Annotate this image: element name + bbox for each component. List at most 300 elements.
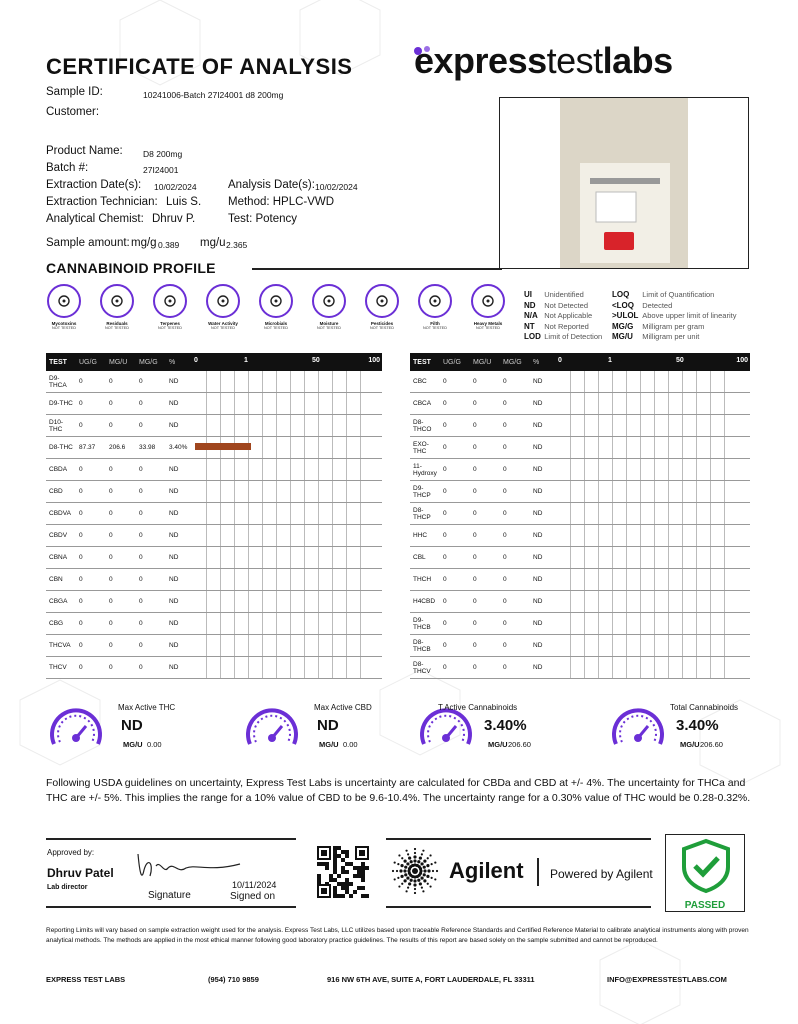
table-row xyxy=(410,569,750,591)
pct-value: ND xyxy=(166,547,192,569)
agilent-top-line xyxy=(386,838,651,840)
analyte-name: D9-THCA xyxy=(46,371,76,393)
analyte-name: CBDVA xyxy=(46,503,76,525)
mgu-value: 0 xyxy=(470,437,500,459)
approval-top-line xyxy=(46,838,296,840)
test-status: NOT TESTED xyxy=(211,326,235,330)
footer-email[interactable]: INFO@EXPRESSTESTLABS.COM xyxy=(607,975,727,984)
filth-icon xyxy=(418,284,452,318)
table-row xyxy=(46,503,382,525)
test-moisture xyxy=(309,284,349,330)
gauge-unit-label: MG/U xyxy=(488,740,508,749)
product-photo xyxy=(499,97,749,269)
col-mgg: MG/G xyxy=(136,353,166,371)
mgu-value: 0 xyxy=(470,547,500,569)
pct-value: ND xyxy=(530,525,556,547)
table-row xyxy=(46,415,382,437)
mgg-value: 0 xyxy=(136,415,166,437)
flask-icon xyxy=(100,284,134,318)
mgg-value: 0 xyxy=(500,415,530,437)
mgg-value: 0 xyxy=(500,393,530,415)
mgg-value: 0 xyxy=(136,525,166,547)
mg-u-value: 2.365 xyxy=(226,240,248,250)
mgu-value: 0 xyxy=(106,569,136,591)
analyte-name: EXO-THC xyxy=(410,437,440,459)
mgg-value: 0 xyxy=(136,657,166,679)
gauge-unit-value: 206.60 xyxy=(508,740,531,749)
bar-cell xyxy=(192,481,382,502)
test-name: Filth xyxy=(430,321,440,326)
test-pesticides xyxy=(362,284,402,330)
mgg-value: 0 xyxy=(136,393,166,415)
pct-value: ND xyxy=(530,437,556,459)
mgu-value: 0 xyxy=(470,613,500,635)
product-package-icon xyxy=(500,98,749,269)
analysis-date: 10/02/2024 xyxy=(315,182,358,192)
legend-text: Unidentified xyxy=(544,290,584,299)
pct-value: ND xyxy=(530,371,556,393)
gauge-title: Max Active THC xyxy=(118,703,176,712)
legend-text: Limit of Quantification xyxy=(642,290,715,299)
mgu-value: 0 xyxy=(470,635,500,657)
bar-cell xyxy=(556,459,750,480)
bar-cell xyxy=(192,503,382,524)
agilent-divider xyxy=(537,858,539,886)
mgg-value: 0 xyxy=(136,591,166,613)
logo: expresstestlabs xyxy=(414,40,673,81)
table-row xyxy=(46,481,382,503)
ug-value: 0 xyxy=(440,591,470,613)
legend-item xyxy=(524,290,602,301)
ug-value: 0 xyxy=(440,503,470,525)
table-row xyxy=(46,657,382,679)
table-row xyxy=(410,525,750,547)
ug-value: 0 xyxy=(76,415,106,437)
mgg-value: 0 xyxy=(136,481,166,503)
table-row xyxy=(410,591,750,613)
table-row xyxy=(46,547,382,569)
test-name: Terpenes xyxy=(160,321,180,326)
analyte-name: D8-THCP xyxy=(410,503,440,525)
bar-cell xyxy=(192,371,382,392)
gauge-unit-value: 0.00 xyxy=(343,740,358,749)
legend-abbr: >ULOL xyxy=(612,311,639,320)
extraction-tech: Luis S. xyxy=(166,196,202,208)
col-ug: UG/G xyxy=(76,353,106,371)
table-row xyxy=(410,503,750,525)
col-test: TEST xyxy=(410,353,440,371)
test-name: Mycotoxins xyxy=(51,321,77,326)
mgu-value: 0 xyxy=(470,657,500,679)
mgg-value: 0 xyxy=(500,657,530,679)
pct-value: ND xyxy=(166,635,192,657)
bar-cell xyxy=(556,437,750,458)
ug-value: 0 xyxy=(76,569,106,591)
product-name-label: Product Name: xyxy=(46,145,123,157)
gauge-3 xyxy=(416,698,531,757)
mgg-value: 0 xyxy=(136,371,166,393)
left-results-table xyxy=(46,353,382,679)
mgu-value: 0 xyxy=(470,415,500,437)
gauge-title: T.Active Cannabinoids xyxy=(438,703,518,712)
pct-value: ND xyxy=(530,415,556,437)
ug-value: 0 xyxy=(76,525,106,547)
col-mgu: MG/U xyxy=(470,353,500,371)
legend-abbr: LOQ xyxy=(612,290,630,299)
mgg-value: 0 xyxy=(500,481,530,503)
legend-text: Milligram per unit xyxy=(642,332,700,341)
approval-bottom-line xyxy=(46,906,296,908)
ug-value: 0 xyxy=(440,393,470,415)
gauge-icon xyxy=(46,698,106,752)
ug-value: 0 xyxy=(76,657,106,679)
scale-1: 1 xyxy=(244,357,248,364)
test-filth xyxy=(415,284,455,330)
pct-value: ND xyxy=(166,591,192,613)
scale-0: 0 xyxy=(194,357,198,364)
chemist: Dhruv P. xyxy=(152,213,196,225)
analyte-name: D8-THCO xyxy=(410,415,440,437)
pct-value: ND xyxy=(166,525,192,547)
sample-id-label: Sample ID: xyxy=(46,86,103,98)
col-scale xyxy=(556,353,750,371)
test-status: NOT TESTED xyxy=(105,326,129,330)
gauge-2 xyxy=(242,698,372,757)
table-row xyxy=(410,459,750,481)
powered-by: Powered by Agilent xyxy=(550,867,653,881)
bar-cell xyxy=(192,437,382,458)
legend-abbr: ND xyxy=(524,300,536,310)
uncertainty-note: Following USDA guidelines on uncertainty, Express Test Labs is uncertainty are calculated for CBDa and CBD at +/- 4%. The uncertainty for THCa and THC are +/- 5%. This implies the range for a 10% value of CBD to be 9.6-10.4%. The uncertainty range for a 0.30% value of THC would be 0.28-0.32%. xyxy=(46,777,751,805)
bar-cell xyxy=(556,613,750,634)
legend-abbr: MG/G xyxy=(612,321,634,331)
table-row xyxy=(410,657,750,679)
mgu-value: 0 xyxy=(106,635,136,657)
legend-text: Not Reported xyxy=(544,321,589,331)
signed-date: 10/11/2024 xyxy=(232,880,277,890)
analyte-name: THCVA xyxy=(46,635,76,657)
bar-cell xyxy=(556,635,750,656)
test-heavy-metals xyxy=(468,284,508,330)
ug-value: 0 xyxy=(440,569,470,591)
legend-text: Limit of Detection xyxy=(544,332,603,341)
test-name: Residuals xyxy=(106,321,128,326)
pct-value: ND xyxy=(166,459,192,481)
gauge-unit-label: MG/U xyxy=(680,740,700,749)
mgg-value: 0 xyxy=(136,459,166,481)
mgu-value: 0 xyxy=(470,525,500,547)
analyte-name: CBDA xyxy=(46,459,76,481)
table-row xyxy=(46,525,382,547)
mgu-value: 0 xyxy=(106,459,136,481)
ug-value: 0 xyxy=(440,371,470,393)
col-pct: % xyxy=(530,353,556,371)
gauge-unit-value: 0.00 xyxy=(147,740,162,749)
test-name: Heavy Metals xyxy=(473,321,503,326)
mgu-value: 0 xyxy=(470,459,500,481)
table-row xyxy=(46,459,382,481)
legend-abbr: NT xyxy=(524,321,535,331)
table-row xyxy=(46,371,382,393)
test-name: Microbials xyxy=(264,321,288,326)
ug-value: 0 xyxy=(440,525,470,547)
agilent-logo: Agilent xyxy=(449,858,524,883)
mgu-value: 0 xyxy=(470,503,500,525)
gauge-value: 3.40% xyxy=(676,717,719,734)
mgg-value: 0 xyxy=(136,635,166,657)
cannabinoid-profile-title: CANNABINOID PROFILE xyxy=(46,260,216,276)
gauge-unit-value: 206.60 xyxy=(700,740,723,749)
mgg-value: 0 xyxy=(500,525,530,547)
scale-100: 100 xyxy=(736,357,748,364)
mgg-value: 0 xyxy=(500,437,530,459)
ug-value: 0 xyxy=(440,437,470,459)
mgg-value: 0 xyxy=(500,547,530,569)
ug-value: 0 xyxy=(76,459,106,481)
analyte-name: D9-THCP xyxy=(410,481,440,503)
analyte-name: D10-THC xyxy=(46,415,76,437)
mgu-value: 0 xyxy=(470,481,500,503)
gauge-1 xyxy=(46,698,176,757)
pct-value: ND xyxy=(530,503,556,525)
bar-cell xyxy=(556,569,750,590)
gauge-value: ND xyxy=(121,717,143,734)
chemist-label: Analytical Chemist: xyxy=(46,213,144,225)
mgu-value: 0 xyxy=(106,547,136,569)
test-status: NOT TESTED xyxy=(423,326,447,330)
agilent-spark-icon xyxy=(390,848,440,894)
sample-amount-label: Sample amount: xyxy=(46,237,130,249)
mgu-value: 206.6 xyxy=(106,437,136,459)
mycotoxin-icon xyxy=(47,284,81,318)
test-status: NOT TESTED xyxy=(476,326,500,330)
mg-u-label: mg/u xyxy=(200,237,226,249)
scale-0: 0 xyxy=(558,357,562,364)
mgg-value: 0 xyxy=(136,503,166,525)
water-icon xyxy=(206,284,240,318)
analyte-name: H4CBD xyxy=(410,591,440,613)
pct-value: ND xyxy=(166,613,192,635)
approved-by-label: Approved by: xyxy=(47,848,95,857)
bar-cell xyxy=(192,547,382,568)
ug-value: 0 xyxy=(76,591,106,613)
analyte-name: CBGA xyxy=(46,591,76,613)
test-status: NOT TESTED xyxy=(264,326,288,330)
test-mycotoxins xyxy=(44,284,84,330)
legend-item xyxy=(612,290,736,301)
bar-cell xyxy=(556,415,750,436)
table-row xyxy=(410,393,750,415)
col-mgu: MG/U xyxy=(106,353,136,371)
analyte-name: D8-THCV xyxy=(410,657,440,679)
mg-g-value: 0.389 xyxy=(158,240,180,250)
gauge-value: ND xyxy=(317,717,339,734)
test-name: Water Activity xyxy=(208,321,238,326)
mg-g-label: mg/g xyxy=(131,237,157,249)
test-name: Moisture xyxy=(319,321,339,326)
test-water-activity xyxy=(203,284,243,330)
legend-left xyxy=(524,290,602,343)
ug-value: 0 xyxy=(440,635,470,657)
legend-item xyxy=(612,322,736,333)
mgu-value: 0 xyxy=(106,371,136,393)
pct-value: ND xyxy=(166,371,192,393)
col-ug: UG/G xyxy=(440,353,470,371)
mgg-value: 0 xyxy=(500,635,530,657)
mgu-value: 0 xyxy=(106,415,136,437)
pct-value: ND xyxy=(166,657,192,679)
col-pct: % xyxy=(166,353,192,371)
table-row xyxy=(46,569,382,591)
bar-cell xyxy=(556,525,750,546)
pct-value: ND xyxy=(530,635,556,657)
test-status: NOT TESTED xyxy=(52,326,76,330)
test-type: Test: Potency xyxy=(228,213,298,225)
disclaimer: Reporting Limits will vary based on sample extraction weight used for the analysis. Express Test Labs, LLC utilizes based upon traceable Reference Standards and Certified Reference Material to calibrate analytical instruments along with proven analytical methods. The methods are applied in the most ethical manner following good laboratory practice guidelines. The results of this report are based solely on the sample submitted and cannot be reproduced. xyxy=(46,927,749,944)
legend-text: Above upper limit of linearity xyxy=(642,311,737,320)
pct-value: ND xyxy=(530,613,556,635)
legend-item xyxy=(524,332,602,343)
gauge-title: Max Active CBD xyxy=(314,703,372,712)
analyte-name: D8-THC xyxy=(46,437,76,459)
ug-value: 0 xyxy=(76,613,106,635)
mgg-value: 0 xyxy=(136,547,166,569)
signed-label: Signed on xyxy=(230,891,276,902)
legend-item xyxy=(612,301,736,312)
legend-right xyxy=(612,290,736,343)
mgg-value: 0 xyxy=(500,613,530,635)
approver-name: Dhruv Patel xyxy=(47,866,114,880)
analyte-name: CBC xyxy=(410,371,440,393)
analyte-name: THCV xyxy=(46,657,76,679)
mgg-value: 0 xyxy=(500,569,530,591)
bar-cell xyxy=(192,569,382,590)
legend-abbr: UI xyxy=(524,290,532,299)
mgg-value: 0 xyxy=(500,371,530,393)
analyte-name: CBD xyxy=(46,481,76,503)
ug-value: 0 xyxy=(76,393,106,415)
approver-role: Lab director xyxy=(47,884,88,891)
analyte-name: D9-THC xyxy=(46,393,76,415)
legend-item xyxy=(524,322,602,333)
mgg-value: 0 xyxy=(500,459,530,481)
table-row xyxy=(410,437,750,459)
analyte-name: CBDV xyxy=(46,525,76,547)
gauge-value: 3.40% xyxy=(484,717,527,734)
ug-value: 0 xyxy=(440,547,470,569)
col-scale xyxy=(192,353,382,371)
bar-cell xyxy=(556,503,750,524)
pct-value: ND xyxy=(530,657,556,679)
analyte-name: CBL xyxy=(410,547,440,569)
table-row xyxy=(410,547,750,569)
mgg-value: 0 xyxy=(500,503,530,525)
gauge-4 xyxy=(608,698,739,757)
ug-value: 0 xyxy=(76,635,106,657)
pct-value: ND xyxy=(166,415,192,437)
legend-abbr: N/A xyxy=(524,311,538,320)
passed-badge xyxy=(665,834,745,912)
test-residuals xyxy=(97,284,137,330)
scale-100: 100 xyxy=(368,357,380,364)
legend-abbr: MG/U xyxy=(612,332,633,341)
legend-abbr: <LOQ xyxy=(612,300,635,310)
method: Method: HPLC-VWD xyxy=(228,196,335,208)
table-header xyxy=(410,353,750,371)
legend-text: Detected xyxy=(642,300,673,310)
pct-value: ND xyxy=(166,393,192,415)
gauge-unit-label: MG/U xyxy=(123,740,143,749)
pct-value: ND xyxy=(166,481,192,503)
product-name: D8 200mg xyxy=(143,149,183,159)
table-row xyxy=(410,481,750,503)
mgu-value: 0 xyxy=(106,503,136,525)
analyte-name: CBCA xyxy=(410,393,440,415)
legend-item xyxy=(524,311,602,322)
legend-text: Milligram per gram xyxy=(642,321,705,331)
table-header xyxy=(46,353,382,371)
col-test: TEST xyxy=(46,353,76,371)
bar-cell xyxy=(556,657,750,678)
test-status: NOT TESTED xyxy=(317,326,341,330)
droplets-icon xyxy=(312,284,346,318)
test-status: NOT TESTED xyxy=(158,326,182,330)
test-name: Pesticides xyxy=(370,321,394,326)
pct-value: ND xyxy=(530,547,556,569)
result-bar xyxy=(195,443,251,450)
analyte-name: HHC xyxy=(410,525,440,547)
ug-value: 0 xyxy=(440,415,470,437)
analyte-name: 11-Hydroxy xyxy=(410,459,440,481)
ug-value: 0 xyxy=(440,459,470,481)
legend-text: Not Applicable xyxy=(544,311,593,320)
ug-value: 0 xyxy=(76,371,106,393)
mgu-value: 0 xyxy=(106,525,136,547)
chromium-icon xyxy=(471,284,505,318)
test-terpenes xyxy=(150,284,190,330)
mgu-value: 0 xyxy=(470,591,500,613)
extraction-date-label: Extraction Date(s): xyxy=(46,179,142,191)
signature-label: Signature xyxy=(148,890,191,901)
table-row xyxy=(410,613,750,635)
extraction-tech-label: Extraction Technician: xyxy=(46,196,158,208)
test-microbials xyxy=(256,284,296,330)
qr-code-icon[interactable] xyxy=(316,845,370,899)
bar-cell xyxy=(192,393,382,414)
gauge-icon xyxy=(242,698,302,752)
gauge-icon xyxy=(608,698,668,752)
table-row xyxy=(46,393,382,415)
footer-company: EXPRESS TEST LABS xyxy=(46,975,126,984)
right-results-table xyxy=(410,353,750,679)
microbe-icon xyxy=(259,284,293,318)
mgu-value: 0 xyxy=(106,613,136,635)
mgu-value: 0 xyxy=(470,371,500,393)
table-row xyxy=(46,437,382,459)
mgu-value: 0 xyxy=(106,591,136,613)
analyte-name: CBNA xyxy=(46,547,76,569)
bar-cell xyxy=(556,393,750,414)
analyte-name: D8-THCB xyxy=(410,635,440,657)
pct-value: ND xyxy=(530,569,556,591)
mgg-value: 0 xyxy=(136,569,166,591)
mgu-value: 0 xyxy=(106,393,136,415)
bar-cell xyxy=(556,481,750,502)
table-row xyxy=(46,635,382,657)
bar-cell xyxy=(192,591,382,612)
footer-address: 916 NW 6TH AVE, SUITE A, FORT LAUDERDALE, FL 33311 xyxy=(327,975,535,984)
ug-value: 0 xyxy=(440,657,470,679)
